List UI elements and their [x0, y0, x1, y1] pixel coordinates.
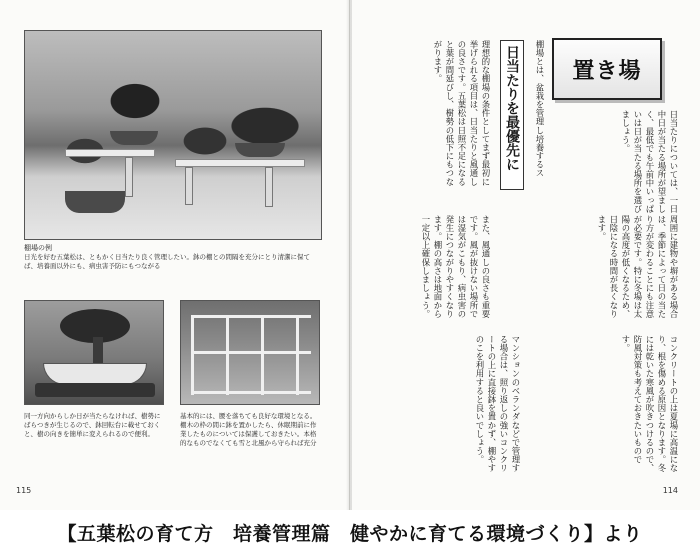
turntable [35, 383, 155, 397]
frame-photo-caption: 基本的には、腰を落ちても良好な環境となる。棚木の枠の間に鉢を置かしたら、休眠期前に作業したものについては保護しておきたい。本格的なものでなくても雪と北風から守られば充分 [180, 412, 317, 447]
caption-text: 日光を好む五葉松は、ともかく日当たり良く管理したい。鉢の棚との間隔を充分にとり清潔に保てば、培養面以外にも、病虫害予防にもつながる [24, 253, 310, 270]
subheading: 日当たりを最優先に [500, 40, 524, 190]
body-text-column: 棚場とは、盆栽を管理し培養するス [535, 40, 545, 178]
frame-bar [191, 315, 311, 318]
source-banner: 【五葉松の育て方 培養管理篇 健やかに育てる環境づくり】より [57, 522, 643, 545]
bonsai-turntable-photo [24, 300, 164, 405]
pot [235, 143, 285, 157]
bonsai-photo-caption: 同一方向からしか日が当たらなければ、樹勢にばらつきが生じるので、鉢回転台に載せておくと、樹の向きを簡単に変えられるので便利。 [24, 412, 161, 438]
pot [65, 191, 125, 213]
bonsai-pot [43, 363, 147, 385]
bench [175, 159, 305, 167]
body-text-column: 周囲に建物や塀がある場合は、季節によって日の当たり方が変わることにも注意が必要です。特に冬場は太陽の高度が低くなるため、日陰になる時間が長くなります。 [597, 215, 679, 319]
frame-bar [191, 315, 194, 395]
bench-area-photo [24, 30, 322, 240]
caption-title: 棚場の例 [24, 244, 52, 252]
shelter-frame-photo [180, 300, 320, 405]
body-text-column: 日当たりについては、一日中日が当たる場所が望ましく、最低でも午前中いっぱいは日が当たる場所を選びましょう。 [621, 110, 679, 214]
body-text-column: 理想的な棚場の条件としてまず最初に挙げられる項目は、日当たりと風通しの良さです。五葉松は日照不足になると葉が間延びし、樹勢の低下にもつながります。 [433, 40, 491, 187]
page-number-right: 114 [662, 486, 678, 495]
bench-post [125, 157, 133, 197]
frame-bar [261, 315, 264, 395]
body-text-column: コンクリートの上は夏場に高温になり、根を傷める原因となります。冬には乾いた寒風が吹きつけるので、防風対策も考えておきたいものです。 [621, 335, 679, 473]
page-number-left: 115 [16, 486, 32, 495]
section-title-box [552, 38, 662, 100]
frame-bar [191, 391, 311, 394]
bench-post [185, 167, 193, 205]
bench-post [265, 167, 273, 207]
body-text-column: マンションのベランダなどで管理する場合は、照り返しの強いコンクリートの上に直接鉢を置かず、棚やすのこを利用すると良いでしょう。 [475, 335, 521, 473]
pot [110, 131, 158, 145]
main-photo-caption [24, 244, 322, 271]
section-title: 置き場 [572, 58, 642, 84]
body-text-column: また、風通しの良さも重要です。風が抜けない場所では湿気がこもり、病虫害の発生につながりやすくなります。棚の高さは地面から一定以上確保しましょう。 [421, 215, 491, 319]
frame-bar [296, 315, 299, 395]
left-page [0, 0, 350, 510]
frame-bar [226, 315, 229, 395]
bench [65, 149, 155, 157]
frame-bar [191, 351, 311, 354]
